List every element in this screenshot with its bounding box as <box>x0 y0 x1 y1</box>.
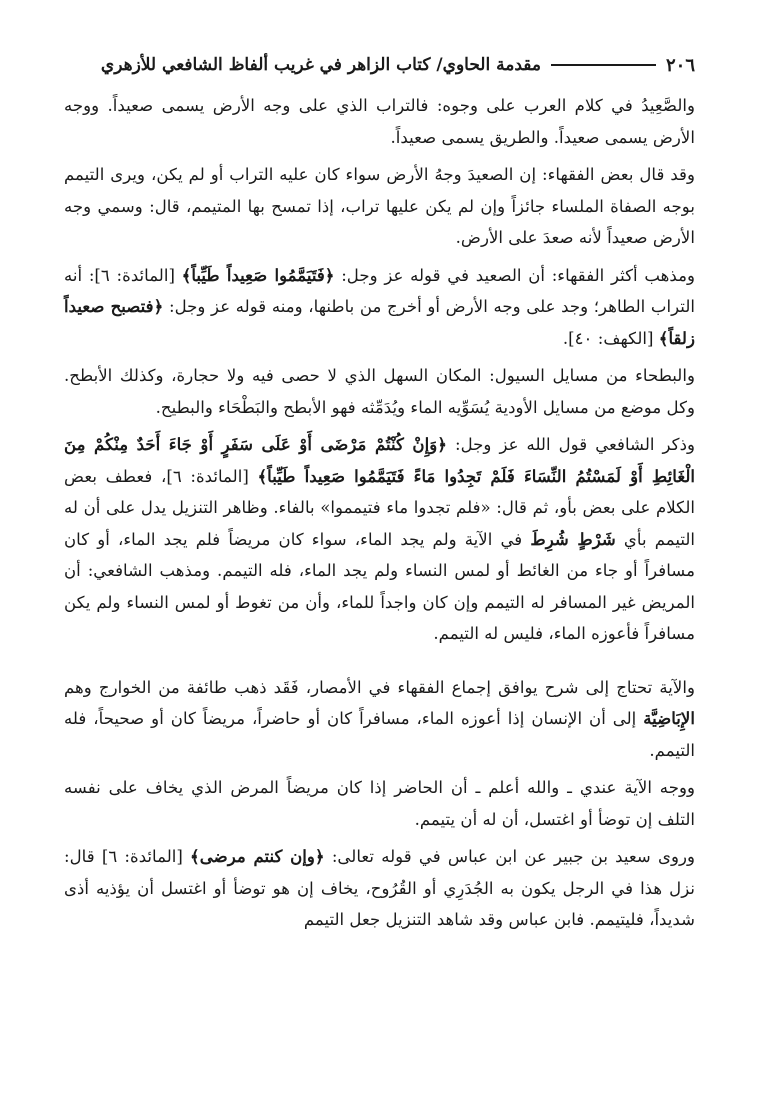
paragraph <box>64 672 695 767</box>
paragraph <box>64 90 695 153</box>
quran-quote: ﴿فتصبح صعيداً زلقاً﴾ <box>64 296 695 348</box>
paragraph <box>64 429 695 650</box>
paragraph-text: [المائدة: ٦] قال: نزل هذا في الرجل يكون به الجُدَرِي أو القُرُوح، يخاف إن هو توضأ أو اغتسل أن يؤذيه أذى شديداً، فليتيمم. فابن عباس وقد شاهد التنزيل جعل التيمم <box>64 847 695 929</box>
paragraph <box>64 772 695 835</box>
paragraph <box>64 841 695 936</box>
paragraph-text: وروى سعيد بن جبير عن ابن عباس في قوله تعالى: <box>324 847 695 866</box>
running-header <box>64 50 695 80</box>
paragraph <box>64 159 695 254</box>
paragraph-text: ومذهب أكثر الفقهاء: أن الصعيد في قوله عز وجل: <box>334 265 695 285</box>
paragraph-text: [المائدة: ٦]: أنه التراب الطاهر؛ وجد على وجه الأرض أو أخرج من باطنها، ومنه قوله عز وجل: <box>64 265 695 316</box>
emphasized-term: شَرْطٍ شُرِطَ <box>530 528 616 549</box>
page-number: ٢٠٦ <box>665 54 695 76</box>
paragraph-text: في الآية ولم يجد الماء، سواء كان مريضاً فلم يجد الماء، أو كان مسافراً أو جاء من الغائط أو لمس النساء ولم يجد الماء، فله التيمم. ومذهب الشافعي: أن المريض غير المسافر له التيمم وإن كان واجداً للماء، وأن من تغوط أو لمس النساء ولم يكن مسافراً فأعوزه الماء، فليس له التيمم. <box>64 529 695 643</box>
paragraph-text: وذكر الشافعي قول الله عز وجل: <box>446 435 695 454</box>
paragraph-text: [الكهف: ٤٠]. <box>562 328 659 348</box>
paragraph <box>64 260 695 355</box>
paragraph-text: والبطحاء من مسايل السيول: المكان السهل الذي لا حصى فيه ولا حجارة، وكذلك الأبطح. وكل موضع من مسايل الأودية يُسَوِّيه الماء ويُدَمِّثه فهو الأبطح والبَطْحَاء والبطيح. <box>64 366 695 417</box>
quran-quote: ﴿وإن كنتم مرضى﴾ <box>190 846 325 866</box>
paragraph-text: وقد قال بعض الفقهاء: إن الصعيدَ وجهُ الأرض سواء كان عليه التراب أو لم يكن، ويرى التيمم بوجه الصفاة الملساء جائزاً وإن لم يكن عليها تراب، إذا تمسح بها المتيمم، قال: وسمي وجه الأرض صعيداً لأنه صعدَ على الأرض. <box>64 165 695 247</box>
emphasized-term: الإِبَاضِيَّة <box>643 708 695 728</box>
paragraph-text: [المائدة: ٦]، فعطف بعض الكلام على بعض بأو، ثم قال: «فلم تجدوا ماء فتيمموا» بالفاء. وظاهر التنزيل يدل على أن له التيمم بأي <box>64 466 696 549</box>
quran-quote: ﴿فَتَيَمَّمُوا صَعِيداً طَيِّباً﴾ <box>181 264 335 285</box>
document-page <box>64 50 695 1078</box>
paragraph-text: والصَّعِيدُ في كلام العرب على وجوه: فالتراب الذي على وجه الأرض يسمى صعيداً. ووجه الأرض يسمى صعيداً. والطريق يسمى صعيداً. <box>64 96 695 147</box>
body-text <box>64 90 695 936</box>
paragraph <box>64 360 695 423</box>
paragraph-text: ووجه الآية عندي ـ والله أعلم ـ أن الحاضر إذا كان مريضاً المرض الذي يخاف على نفسه التلف إن توضأ أو اغتسل، أن له أن يتيمم. <box>64 778 695 829</box>
quran-quote: ﴿وَإِنْ كُنْتُمْ مَرْضَى أَوْ عَلَى سَفَرٍ أَوْ جَاءَ أَحَدٌ مِنْكُمْ مِنَ الْغَائِطِ أَوْ لَمَسْتُمُ النِّسَاءَ فَلَمْ تَجِدُوا مَاءً فَتَيَمَّمُوا صَعِيداً طَيِّباً﴾ <box>64 434 696 486</box>
header-rule <box>551 64 656 66</box>
running-title: مقدمة الحاوي/ كتاب الزاهر في غريب ألفاظ الشافعي للأزهري <box>100 55 541 75</box>
paragraph-text: إلى أن الإنسان إذا أعوزه الماء، مسافراً كان أو حاضراً، مريضاً كان أو صحيحاً، فله التيمم. <box>64 709 695 760</box>
paragraph-text: والآية تحتاج إلى شرح يوافق إجماع الفقهاء في الأمصار، فَقَد ذهب طائفة من الخوارج وهم <box>64 677 695 697</box>
